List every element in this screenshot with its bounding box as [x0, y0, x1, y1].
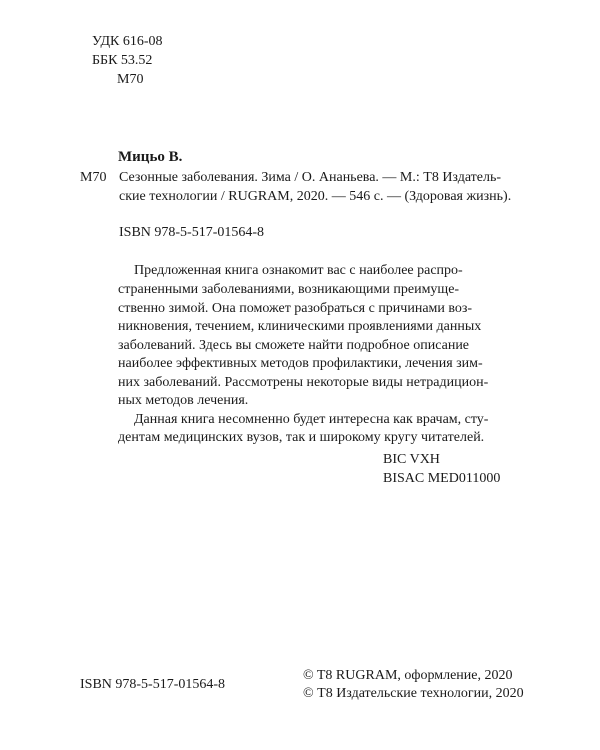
- annotation-line-4: никновения, течением, клиническими проявлениями данных: [118, 319, 482, 334]
- annotation-line-10: дентам медицинских вузов, так и широкому кругу читателей.: [118, 430, 485, 445]
- copyright-design: © T8 RUGRAM, оформление, 2020: [303, 668, 513, 683]
- bic-code: BIC VXH: [383, 452, 440, 467]
- cutter-code: М70: [117, 72, 144, 87]
- record-description-line-2: ские технологии / RUGRAM, 2020. — 546 с. — (Здоровая жизнь).: [119, 189, 512, 204]
- annotation-line-2: страненными заболеваниями, возникающими преимуще-: [118, 282, 460, 297]
- copyright-publisher: © Т8 Издательские технологии, 2020: [303, 686, 524, 701]
- bisac-code: BISAC MED011000: [383, 471, 501, 486]
- annotation-line-6: наиболее эффективных методов профилактики, лечения зим-: [118, 356, 483, 371]
- annotation-line-7: них заболеваний. Рассмотрены некоторые виды нетрадицион-: [118, 375, 489, 390]
- record-cutter-code: М70: [80, 170, 107, 185]
- author-name: Мицьо В.: [118, 149, 183, 165]
- annotation-line-1: Предложенная книга ознакомит вас с наиболее распро-: [134, 263, 463, 278]
- record-description-line-1: Сезонные заболевания. Зима / О. Ананьева. — М.: Т8 Издатель-: [119, 170, 502, 185]
- udk-code: УДК 616-08: [92, 34, 163, 49]
- annotation-line-8: ных методов лечения.: [118, 393, 249, 408]
- record-isbn: ISBN 978-5-517-01564-8: [119, 225, 265, 240]
- annotation-line-5: заболеваний. Здесь вы сможете найти подробное описание: [118, 338, 470, 353]
- annotation-line-3: ственно зимой. Она поможет разобраться с причинами воз-: [118, 301, 473, 316]
- bbk-code: ББК 53.52: [92, 53, 153, 68]
- annotation-line-9: Данная книга несомненно будет интересна как врачам, сту-: [134, 412, 489, 427]
- footer-isbn: ISBN 978-5-517-01564-8: [80, 677, 226, 692]
